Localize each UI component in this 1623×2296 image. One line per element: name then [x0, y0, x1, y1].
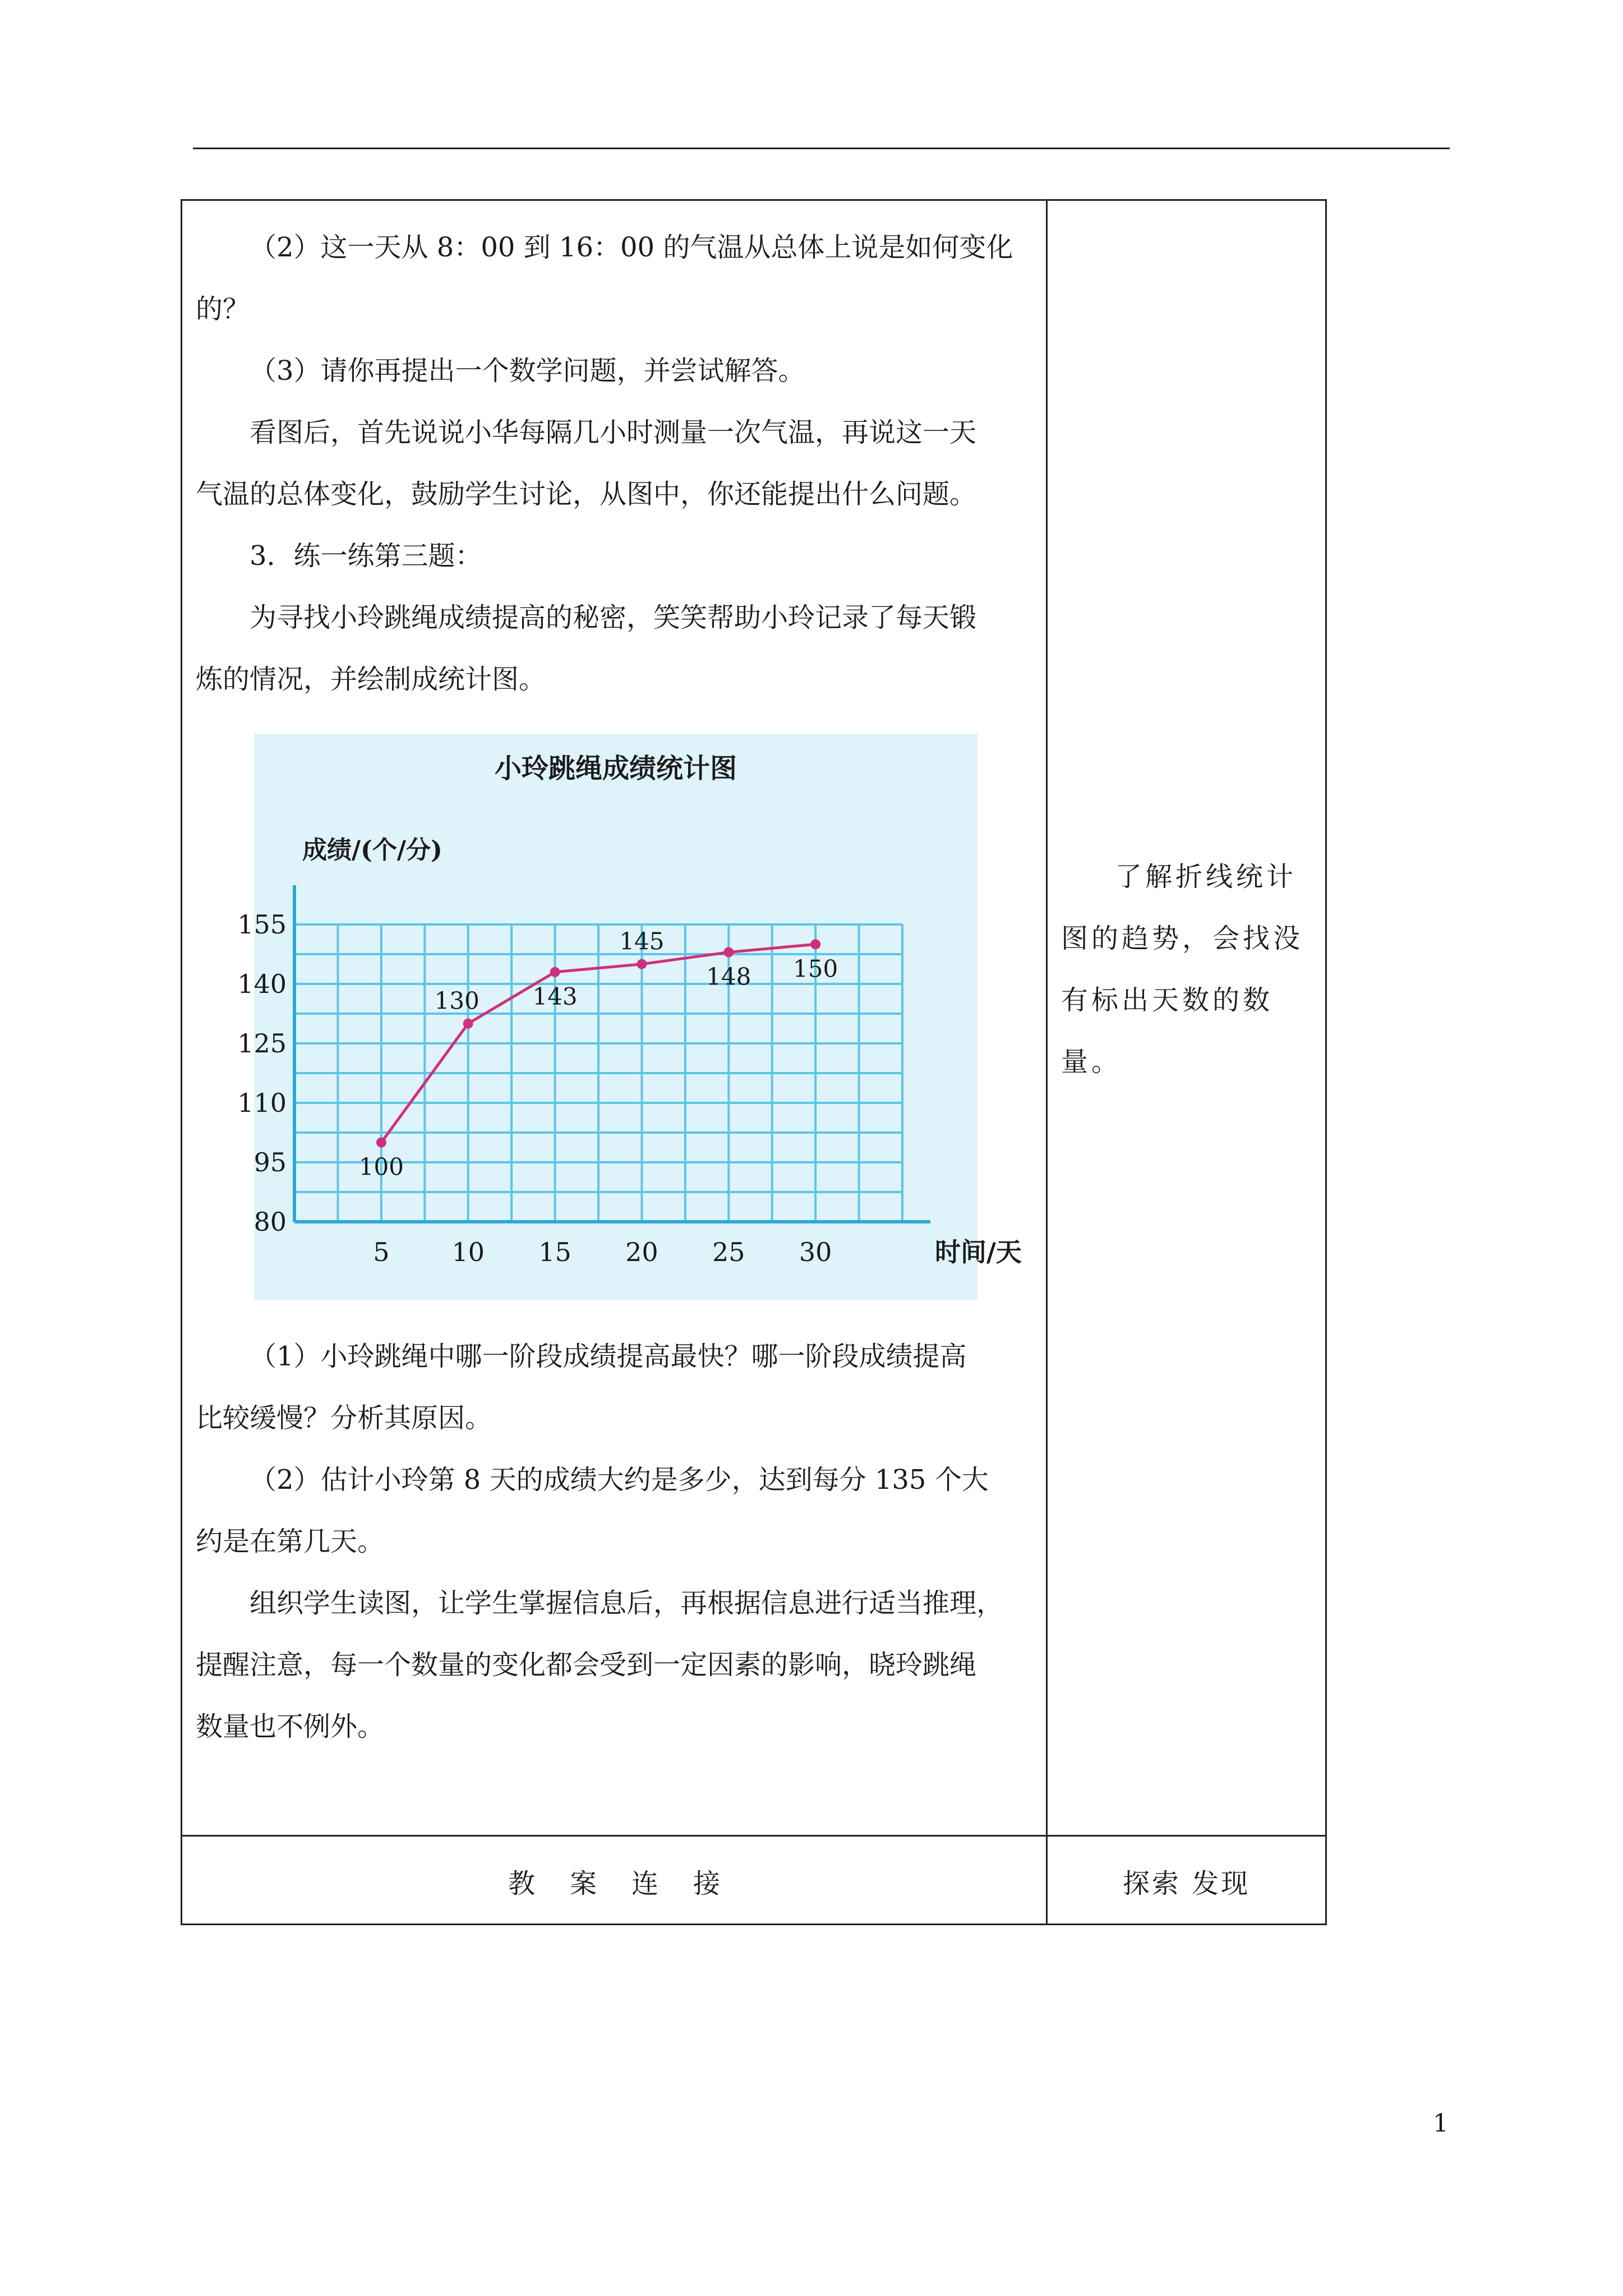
rope-skipping-chart	[237, 734, 1022, 1300]
y-tick-label: 140	[237, 969, 287, 999]
guidance-line-2: 气温的总体变化，鼓励学生讨论，从图中，你还能提出什么问题。	[196, 478, 977, 510]
data-point	[637, 959, 647, 969]
footer-left-cell	[182, 1837, 1046, 1925]
question-1-line-2: 比较缓慢？分析其原因。	[196, 1402, 492, 1434]
exercise-intro-line-1: 为寻找小玲跳绳成绩提高的秘密，笑笑帮助小玲记录了每天锻	[250, 602, 977, 633]
page-number: 1	[1433, 2109, 1449, 2138]
exercise-heading: 3．练一练第三题：	[250, 540, 482, 572]
summary-line-3: 数量也不例外。	[196, 1711, 385, 1742]
data-label: 150	[793, 955, 838, 983]
y-tick-label: 80	[253, 1207, 287, 1237]
data-point	[810, 939, 820, 949]
x-tick-label: 25	[712, 1237, 745, 1267]
design-intent-cell	[1048, 201, 1325, 1835]
chart-title: 小玲跳绳成绩统计图	[494, 753, 737, 784]
guidance-line-1: 看图后，首先说说小华每隔几小时测量一次气温，再说这一天	[250, 417, 977, 448]
y-tick-label: 110	[237, 1088, 287, 1118]
chart-background	[254, 734, 978, 1300]
x-tick-label: 30	[799, 1237, 832, 1267]
data-point	[376, 1138, 386, 1148]
question-1-line-1: （1）小玲跳绳中哪一阶段成绩提高最快？哪一阶段成绩提高	[250, 1341, 967, 1372]
exercise-intro-line-2: 炼的情况，并绘制成统计图。	[196, 664, 546, 695]
footer-left-label: 教案连接	[508, 1867, 755, 1899]
question-2b-line-1: （2）估计小玲第 8 天的成绩大约是多少，达到每分 135 个大	[250, 1464, 989, 1496]
x-tick-label: 15	[538, 1237, 571, 1267]
data-label: 130	[434, 987, 479, 1015]
x-tick-label: 5	[373, 1237, 390, 1267]
data-point	[723, 947, 734, 957]
question-2-line-1: （2）这一天从 8：00 到 16：00 的气温从总体上说是如何变化	[250, 232, 1013, 263]
x-tick-label: 10	[451, 1237, 485, 1267]
y-tick-label: 125	[237, 1028, 287, 1059]
summary-line-2: 提醒注意，每一个数量的变化都会受到一定因素的影响，晓玲跳绳	[196, 1649, 977, 1681]
lesson-table	[181, 199, 1327, 1925]
question-3: （3）请你再提出一个数学问题，并尝试解答。	[250, 355, 805, 386]
x-axis-label: 时间/天	[935, 1237, 1022, 1267]
y-axis-label: 成绩/(个/分)	[302, 836, 442, 864]
side-note: 了解折线统计图的趋势，会找没有标出天数的数量。	[1061, 861, 1304, 1078]
header-rule	[193, 148, 1450, 149]
data-label: 100	[358, 1153, 404, 1181]
data-label: 143	[532, 982, 578, 1010]
data-point	[463, 1019, 473, 1029]
footer-right-label: 探索 发现	[1122, 1867, 1251, 1899]
data-point	[550, 967, 560, 977]
data-label: 145	[619, 927, 665, 955]
summary-line-1: 组织学生读图，让学生掌握信息后，再根据信息进行适当推理，	[250, 1588, 1004, 1619]
data-label: 148	[706, 963, 751, 991]
x-tick-label: 20	[625, 1237, 658, 1267]
question-2b-line-2: 约是在第几天。	[196, 1526, 385, 1557]
y-tick-label: 155	[237, 909, 287, 940]
question-2-line-2: 的？	[196, 293, 250, 325]
y-tick-label: 95	[253, 1147, 287, 1177]
line-chart-svg	[237, 734, 1022, 1300]
lesson-content-cell	[182, 201, 1046, 1835]
footer-right-cell	[1048, 1837, 1325, 1925]
